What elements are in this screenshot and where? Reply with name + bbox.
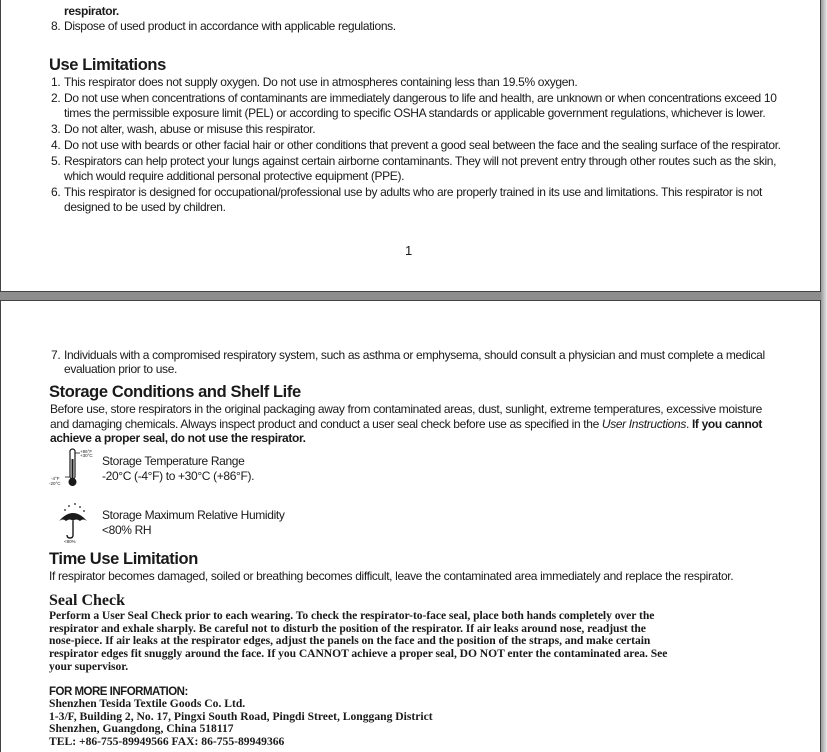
list-item-number: 3. bbox=[51, 122, 61, 136]
viewer-scroll-edge bbox=[821, 0, 827, 752]
document-page-1 bbox=[0, 0, 821, 292]
storage-text-line3: achieve a proper seal, do not use the respirator. bbox=[50, 431, 306, 445]
list-item-continuation: which would require additional personal protective equipment (PPE). bbox=[64, 169, 405, 183]
list-item-number: 2. bbox=[51, 91, 61, 105]
svg-text:+86°F: +86°F bbox=[80, 449, 93, 454]
document-page-2 bbox=[0, 300, 821, 752]
list-item: Do not alter, wash, abuse or misuse this respirator. bbox=[64, 122, 316, 136]
address-line-2: Shenzhen, Guangdong, China 518117 bbox=[49, 722, 234, 735]
seal-check-heading: Seal Check bbox=[49, 592, 125, 609]
storage-text-line2: and damaging chemicals. Always inspect product and conduct a user seal check before use as specified in the User Instructions. If you cannot bbox=[50, 417, 763, 431]
humidity-value: <80% RH bbox=[102, 523, 152, 537]
list-item-number: 1. bbox=[51, 75, 61, 89]
temperature-label: Storage Temperature Range bbox=[102, 454, 245, 468]
humidity-label: Storage Maximum Relative Humidity bbox=[102, 508, 285, 522]
item-7-number: 7. bbox=[51, 348, 61, 362]
item-8-number: 8. bbox=[51, 19, 61, 33]
more-info-heading: FOR MORE INFORMATION: bbox=[49, 686, 188, 698]
item-8-text: Dispose of used product in accordance with applicable regulations. bbox=[64, 19, 396, 33]
thermometer-icon bbox=[46, 447, 98, 489]
contact-block bbox=[49, 698, 433, 748]
list-item: This respirator is designed for occupational/professional use by adults who are properly trained in its use and limitations. This respirator is not bbox=[64, 185, 763, 199]
storage-heading: Storage Conditions and Shelf Life bbox=[49, 383, 301, 401]
svg-text:-4°F: -4°F bbox=[51, 476, 60, 481]
list-item: Do not use when concentrations of contaminants are immediately dangerous to life and health, are unknown or when concentrations exceed 10 bbox=[64, 91, 777, 105]
list-item-number: 6. bbox=[51, 185, 61, 199]
item-7-text: Individuals with a compromised respiratory system, such as asthma or emphysema, should consult a physician and must complete a medical bbox=[64, 348, 765, 362]
list-item: This respirator does not supply oxygen. Do not use in atmospheres containing less than 19.5% oxygen. bbox=[64, 75, 578, 89]
seal-check-text: Perform a User Seal Check prior to each wearing. To check the respirator-to-face seal, place both hands completely over the respirator and exhale sharply. Be careful not to disturb the position of the respirator. If air leaks around nose, readjust the nose-piece. If air leaks at the respirator edges, adjust the panels on the face and the position of the straps, and make certain respirator edges fit snuggly around the face. If you CANNOT achieve a proper seal, DO NOT enter the contaminated area. See your supervisor. bbox=[49, 609, 668, 673]
page-gap bbox=[0, 292, 827, 300]
page-number: 1 bbox=[405, 243, 413, 258]
storage-text-line1: Before use, store respirators in the original packaging away from contaminated areas, dust, sunlight, extreme temperatures, excessive moisture bbox=[50, 402, 763, 416]
company-name: Shenzhen Tesida Textile Goods Co. Ltd. bbox=[49, 697, 246, 710]
svg-text:<80%: <80% bbox=[64, 539, 76, 544]
list-item-continuation: times the permissible exposure limit (PEL) or according to specific OSHA standards or applicable government regulations, whichever is lower. bbox=[64, 106, 766, 120]
list-item-continuation: designed to be used by children. bbox=[64, 200, 226, 214]
temperature-value: -20°C (-4°F) to +30°C (+86°F). bbox=[102, 469, 255, 483]
svg-text:+30°C: +30°C bbox=[80, 453, 93, 458]
item-7-continuation: respirator. bbox=[64, 4, 119, 18]
address-line-1: 1-3/F, Building 2, No. 17, Pingxi South Road, Pingdi Street, Longgang District bbox=[49, 709, 433, 723]
list-item-number: 4. bbox=[51, 138, 61, 152]
umbrella-icon bbox=[55, 501, 91, 545]
list-item: Respirators can help protect your lungs against certain airborne contaminants. They will not prevent entry through other routes such as the skin, bbox=[64, 154, 777, 168]
use-limitations-heading: Use Limitations bbox=[49, 56, 166, 74]
list-item-number: 5. bbox=[51, 154, 61, 168]
time-use-heading: Time Use Limitation bbox=[49, 550, 198, 568]
item-7-continuation: evaluation prior to use. bbox=[64, 362, 178, 376]
svg-text:-20°C: -20°C bbox=[49, 481, 61, 486]
time-use-text: If respirator becomes damaged, soiled or breathing becomes difficult, leave the contaminated area immediately and replace the respirator. bbox=[49, 569, 734, 583]
contact-numbers: TEL: +86-755-89949566 FAX: 86-755-89949366 bbox=[49, 734, 285, 748]
list-item: Do not use with beards or other facial hair or other conditions that prevent a good seal between the face and the sealing surface of the respirator. bbox=[64, 138, 781, 152]
